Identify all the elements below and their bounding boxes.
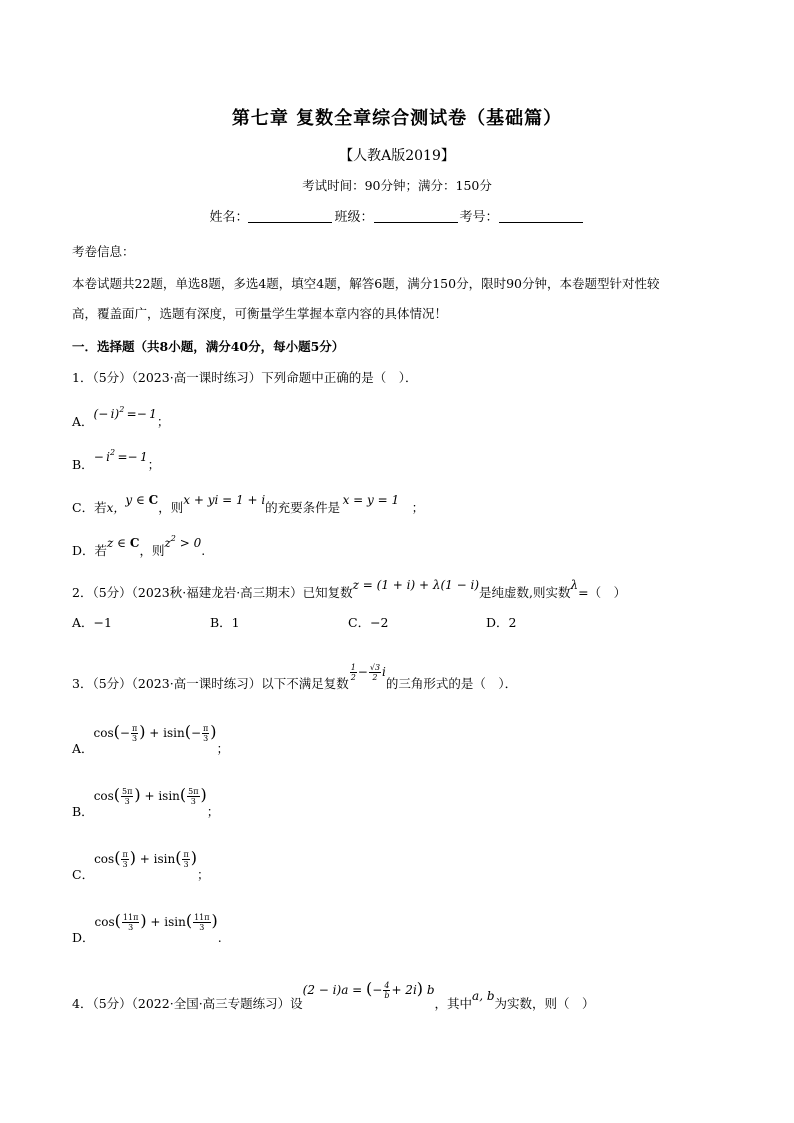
question-2-stem: 2．（5分）（2023秋·福建龙岩·高三期末）已知复数z = (1 + i) + λ(1 − i)是纯虚数,则实数λ=（ ）	[72, 578, 627, 600]
q1-c-formula-1: y ∈ C	[125, 493, 159, 507]
edition-label: 【人教A版2019】	[339, 148, 455, 164]
class-label: 班级：	[334, 210, 374, 225]
q3-option-b: B．cos( $\frac{5\pi}{3}$ ) + isin( $\frac{5\pi}{3}$ )；	[72, 785, 220, 819]
q3-option-c: C．cos( $\frac{\pi}{3}$ ) + isin( $\frac{\pi}{3}$ )；	[72, 848, 210, 882]
name-label: 姓名：	[209, 210, 249, 225]
page-title: 第七章 复数全章综合测试卷（基础篇）	[231, 108, 563, 129]
q1-option-c: C．若x，y ∈ C，则x + yi = 1 + i的充要条件是 x = y = 1 ；	[72, 493, 425, 515]
q2-lambda: λ	[570, 578, 579, 592]
q1-c-formula-2: x + yi = 1 + i	[183, 493, 266, 507]
q2-option-d[interactable]: D．2	[486, 615, 517, 630]
q3-b-formula: cos( $\frac{5\pi}{3}$ ) + isin( $\frac{5\pi}{3}$ )	[93, 785, 207, 806]
q1-c-formula-3: x = y = 1	[340, 493, 400, 507]
info-heading: 考卷信息：	[72, 244, 135, 259]
q1-a-formula: (− i)$^2$ =− 1	[93, 405, 157, 421]
q3-formula: $\frac{1}{2}$ − $\frac{√3}{2}$ i	[350, 663, 386, 682]
class-blank[interactable]	[374, 208, 458, 223]
q3-c-formula: cos( $\frac{\pi}{3}$ ) + isin( $\frac{\pi}{3}$ )	[94, 848, 197, 869]
q4-formula: (2 − i)a = (− $\frac{4}{b}$ + 2i) b	[302, 979, 435, 1000]
q3-a-formula: cos(− $\frac{\pi}{3}$ ) + isin(− $\frac{\pi}{3}$ )	[93, 722, 217, 743]
exam-time-info: 考试时间：90分钟；满分：150分	[302, 178, 492, 193]
q1-option-d: D．若z ∈ C，则$z^2 > 0$.	[72, 534, 206, 558]
q1-d-formula-2: $z^2 > 0$	[164, 534, 202, 550]
q2-option-a[interactable]: A．−1	[72, 615, 112, 630]
name-blank[interactable]	[248, 208, 332, 223]
student-info-fields	[0, 206, 794, 225]
q3-option-d: D．cos( $\frac{11\pi}{3}$ ) + isin( $\frac{11\pi}{3}$ ).	[72, 911, 222, 945]
q3-d-formula: cos( $\frac{11\pi}{3}$ ) + isin( $\frac{11\pi}{3}$ )	[94, 911, 218, 932]
q1-option-a: A．(− i)$^2$ =− 1；	[72, 405, 170, 429]
q2-option-c[interactable]: C．−2	[348, 615, 389, 630]
q2-formula: z = (1 + i) + λ(1 − i)	[352, 578, 480, 592]
info-line-1: 本卷试题共22题，单选8题，多选4题，填空4题，解答6题，满分150分，限时90分钟，本卷题型针对性较	[72, 276, 660, 291]
q1-d-formula-1: z ∈ C	[107, 536, 140, 550]
q1-b-formula: − $i^2 =- 1$	[93, 448, 148, 464]
q2-option-b[interactable]: B．1	[210, 615, 240, 630]
q4-variables: a, b	[472, 989, 495, 1003]
question-1-stem: 1．（5分）（2023·高一课时练习）下列命题中正确的是（ ）．	[72, 370, 418, 385]
q1-option-b: B．− $i^2 =- 1$；	[72, 448, 161, 472]
id-blank[interactable]	[499, 208, 583, 223]
q3-option-a: A．cos(− $\frac{\pi}{3}$ ) + isin(− $\frac{\pi}{3}$ )；	[72, 722, 230, 756]
question-3-stem: 3．（5分）（2023·高一课时练习）以下不满足复数 $\frac{1}{2}$ − $\frac{√3}{2}$ i的三角形式的是（ ）．	[72, 663, 518, 691]
section-heading: 一．选择题（共8小题，满分40分，每小题5分）	[72, 339, 345, 354]
question-4-stem: 4．（5分）（2022·全国·高三专题练习）设(2 − i)a = (− $\frac{4}{b}$ + 2i) b，其中a, b为实数，则（ ）	[72, 979, 595, 1011]
id-label: 考号：	[459, 210, 499, 225]
info-line-2: 高，覆盖面广，选题有深度，可衡量学生掌握本章内容的具体情况！	[72, 306, 448, 321]
